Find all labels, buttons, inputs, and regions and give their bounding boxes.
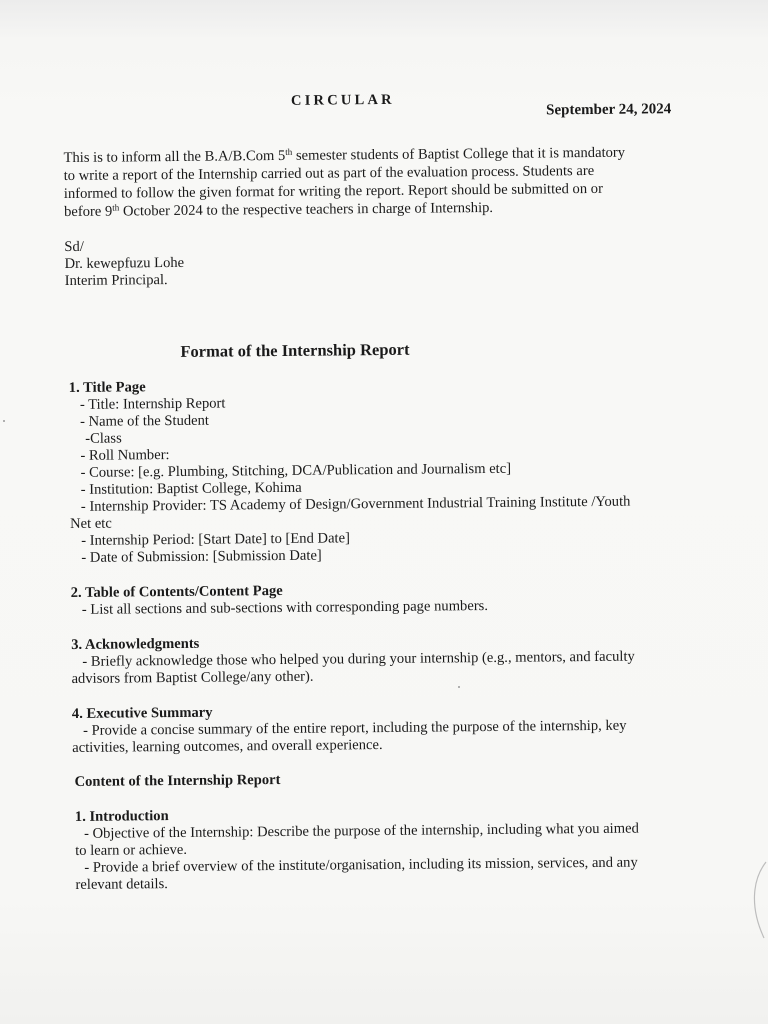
list-item: - Institution: Baptist College, Kohima bbox=[80, 479, 302, 498]
section-heading-introduction: 1. Introduction bbox=[74, 808, 169, 825]
signature-sd: Sd/ bbox=[64, 238, 84, 256]
list-item: - Date of Submission: [Submission Date] bbox=[81, 547, 322, 566]
list-item: - Internship Period: [Start Date] to [End Date] bbox=[81, 530, 350, 549]
paper-edge-curl-icon bbox=[738, 860, 768, 940]
signature-designation: Interim Principal. bbox=[64, 272, 168, 290]
list-item: activities, learning outcomes, and overall experience. bbox=[72, 737, 383, 756]
list-item: - Provide a concise summary of the entire report, including the purpose of the internship, key bbox=[82, 717, 627, 739]
circular-date: September 24, 2024 bbox=[546, 101, 672, 119]
list-item: advisors from Baptist College/any other). bbox=[71, 668, 314, 687]
list-item: - Briefly acknowledge those who helped you during your internship (e.g., mentors, and faculty bbox=[82, 648, 635, 670]
format-title: Format of the Internship Report bbox=[180, 339, 410, 361]
section-heading-acknowledgments: 3. Acknowledgments bbox=[71, 635, 200, 653]
section-heading-executive-summary: 4. Executive Summary bbox=[71, 704, 213, 722]
intro-line-2: to write a report of the Internship carried out as part of the evaluation process. Students are bbox=[63, 162, 595, 185]
scan-speck bbox=[458, 686, 460, 688]
list-item: - Internship Provider: TS Academy of Design/Government Industrial Training Institute /Youth bbox=[80, 493, 631, 515]
list-item: - Course: [e.g. Plumbing, Stitching, DCA/Publication and Journalism etc] bbox=[80, 460, 512, 481]
signature-name: Dr. kewepfuzu Lohe bbox=[64, 254, 185, 273]
list-item: relevant details. bbox=[75, 876, 168, 893]
list-item: - Name of the Student bbox=[79, 412, 210, 430]
list-item: - Title: Internship Report bbox=[79, 395, 226, 413]
circular-title: CIRCULAR bbox=[290, 91, 395, 109]
section-heading-toc: 2. Table of Contents/Content Page bbox=[70, 582, 283, 601]
intro-line-3: informed to follow the given format for writing the report. Report should be submitted on or bbox=[63, 180, 604, 203]
list-item: Net etc bbox=[69, 515, 112, 532]
list-item: -Class bbox=[85, 430, 122, 447]
intro-line-4: before 9th October 2024 to the respective teachers in charge of Internship. bbox=[63, 199, 494, 221]
list-item: - Provide a brief overview of the institute/organisation, including its mission, services, and any bbox=[84, 854, 638, 876]
list-item: - Roll Number: bbox=[80, 447, 170, 464]
list-item: to learn or achieve. bbox=[75, 841, 188, 859]
intro-line-1: This is to inform all the B.A/B.Com 5th semester students of Baptist College that it is mandatory bbox=[63, 144, 626, 167]
section-heading-title-page: 1. Title Page bbox=[68, 379, 146, 397]
content-heading: Content of the Internship Report bbox=[74, 771, 281, 790]
list-item: - List all sections and sub-sections with corresponding page numbers. bbox=[81, 597, 489, 618]
scan-speck bbox=[3, 420, 5, 422]
list-item: - Objective of the Internship: Describe the purpose of the internship, including what you aimed bbox=[83, 820, 639, 842]
